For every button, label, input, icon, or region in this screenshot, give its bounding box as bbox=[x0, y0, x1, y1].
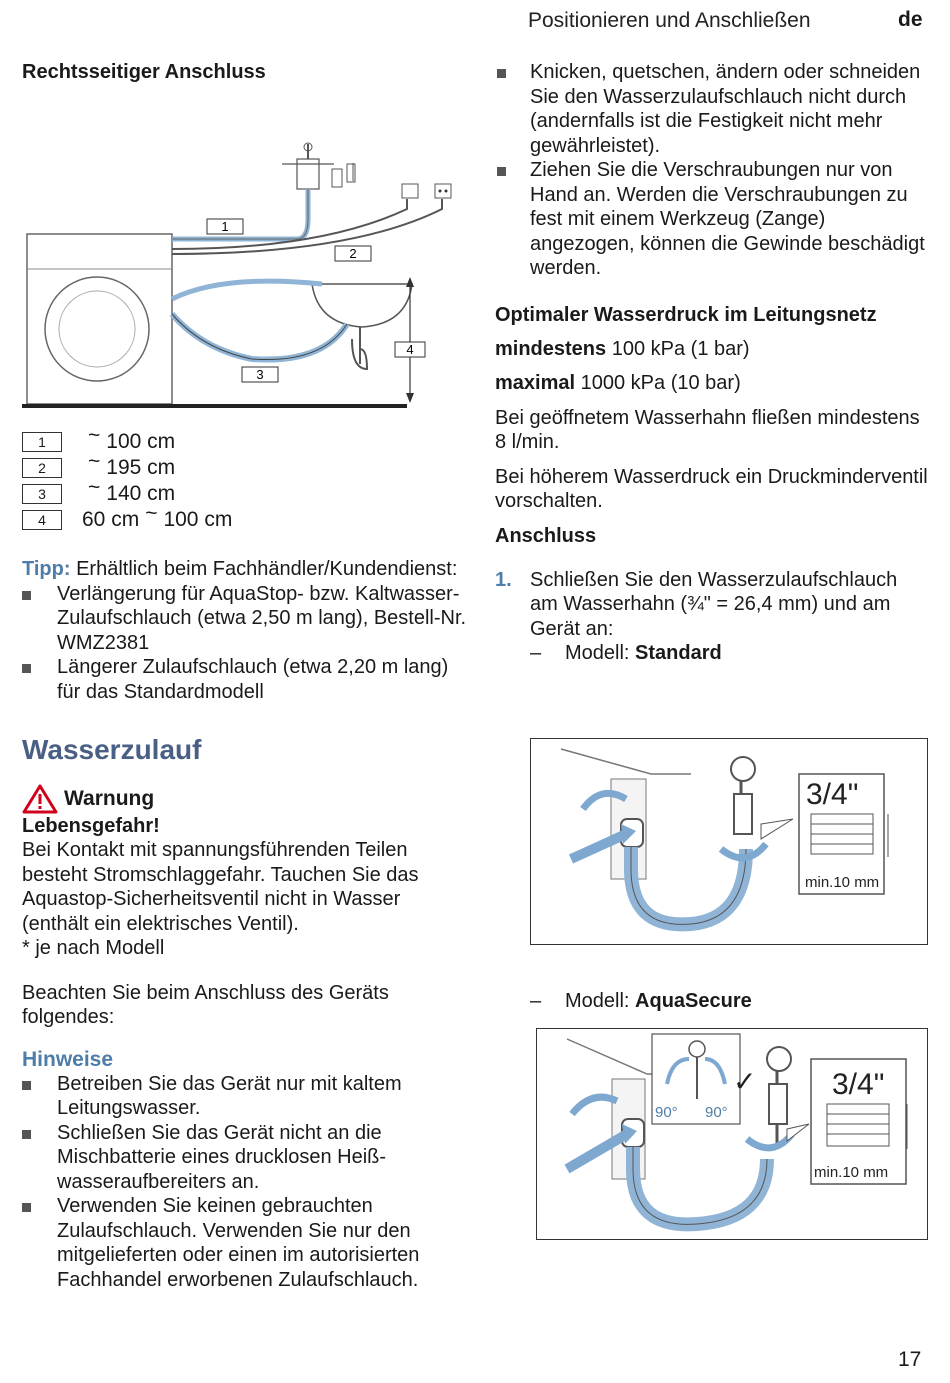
list-item: Betreiben Sie das Gerät nur mit kaltem Leitungswasser. bbox=[22, 1072, 467, 1121]
page-header-title: Positionieren und Anschließen bbox=[528, 9, 811, 32]
connection-title: Anschluss bbox=[495, 524, 597, 547]
min-thread-label-aquasecure: min.10 mm bbox=[814, 1164, 889, 1181]
svg-text:4: 4 bbox=[406, 342, 414, 357]
tip-list bbox=[22, 582, 467, 705]
legend-row-4: 4 60 cm ~ 100 cm bbox=[22, 507, 467, 533]
right-column bbox=[495, 60, 930, 666]
machine-door bbox=[45, 277, 149, 381]
left-column bbox=[22, 60, 467, 1292]
check-mark-icon: ✓ bbox=[733, 1065, 757, 1098]
list-item: Verlängerung für AquaStop- bzw. Kaltwasser-Zulaufschlauch (etwa 2,50 m lang), Bestell-Nr. WMZ2381 bbox=[22, 582, 467, 656]
list-item: Ziehen Sie die Verschraubungen nur von Hand an. Werden die Verschraubungen zu fest mit einem Werkzeug (Zange) angezogen, können die Gewinde beschädigt werden. bbox=[495, 158, 930, 281]
warning-row bbox=[22, 784, 467, 814]
right-side-connection-heading: Rechtsseitiger Anschluss bbox=[22, 61, 266, 83]
sink bbox=[312, 284, 412, 327]
model-aquasecure-label: – Modell: AquaSecure bbox=[495, 989, 950, 1014]
page-number: 17 bbox=[898, 1348, 922, 1371]
svg-text:3: 3 bbox=[256, 367, 264, 382]
connection-diagram bbox=[22, 89, 467, 409]
svg-text:2: 2 bbox=[349, 246, 357, 261]
min-thread-label: min.10 mm bbox=[805, 874, 880, 891]
footnote: * je nach Modell bbox=[22, 937, 165, 959]
legend-row-2: 2 ~ 195 cm bbox=[22, 455, 467, 481]
figure-aquasecure bbox=[536, 1028, 928, 1240]
warning-label: Warnung bbox=[64, 787, 155, 810]
angle-label-left: 90° bbox=[655, 1104, 678, 1121]
legend-row-3: 3 ~ 140 cm bbox=[22, 481, 467, 507]
thread-size-label: 3/4" bbox=[806, 778, 859, 811]
tip-label: Tipp: bbox=[22, 558, 71, 580]
list-item: Verwenden Sie keinen gebrauchten Zulaufschlauch. Verwenden Sie nur den mitgelieferten oder einen im autorisierten Fachhandel erworbenen Zulaufschlauch. bbox=[22, 1194, 467, 1292]
hose-handling-list bbox=[495, 60, 930, 281]
notes-list bbox=[22, 1072, 467, 1293]
list-item: Längerer Zulaufschlauch (etwa 2,20 m lang) für das Standardmodell bbox=[22, 655, 467, 704]
model-standard-label: – Modell: Standard bbox=[495, 641, 930, 666]
legend-row-1: 1 ~ 100 cm bbox=[22, 429, 467, 455]
language-code: de bbox=[898, 8, 923, 31]
flow-text: Bei geöffnetem Wasserhahn fließen mindestens 8 l/min. bbox=[495, 406, 920, 453]
thread-size-label-aquasecure: 3/4" bbox=[832, 1068, 885, 1101]
pressure-min: mindestens 100 kPa (1 bar) bbox=[495, 337, 750, 360]
section-title: Wasserzulauf bbox=[22, 734, 202, 765]
warning-title: Lebensgefahr! bbox=[22, 815, 160, 837]
notes-title: Hinweise bbox=[22, 1047, 114, 1071]
length-legend bbox=[22, 424, 467, 533]
pressure-max: maximal 1000 kPa (10 bar) bbox=[495, 372, 741, 394]
tip-text: Erhältlich beim Fachhändler/Kundendienst: bbox=[76, 558, 458, 580]
warning-text: Bei Kontakt mit spannungsführenden Teilen besteht Stromschlaggefahr. Tauchen Sie das Aquastop-Sicherheitsventil nicht in Wasser (enthält ein elektrisches Ventil). bbox=[22, 839, 419, 935]
intro-text: Beachten Sie beim Anschluss des Geräts folgendes: bbox=[22, 981, 389, 1028]
valve-text: Bei höherem Wasserdruck ein Druckminderventil vorschalten. bbox=[495, 465, 928, 512]
figure-standard bbox=[530, 738, 928, 945]
pressure-title: Optimaler Wasserdruck im Leitungsnetz bbox=[495, 303, 877, 326]
warning-triangle-icon bbox=[22, 784, 58, 814]
tip-paragraph bbox=[22, 557, 467, 582]
list-item: Schließen Sie das Gerät nicht an die Mischbatterie eines drucklosen Heißwasseraufbereiters an. bbox=[22, 1121, 467, 1195]
svg-text:1: 1 bbox=[221, 219, 229, 234]
list-item: Knicken, quetschen, ändern oder schneiden Sie den Wasserzulaufschlauch nicht durch (andernfalls ist die Festigkeit nicht mehr gewährleistet). bbox=[495, 60, 930, 158]
step-1: 1. Schließen Sie den Wasserzulaufschlauch am Wasserhahn (¾" = 26,4 mm) und am Gerät an: bbox=[495, 568, 898, 640]
angle-label-right: 90° bbox=[705, 1104, 728, 1121]
